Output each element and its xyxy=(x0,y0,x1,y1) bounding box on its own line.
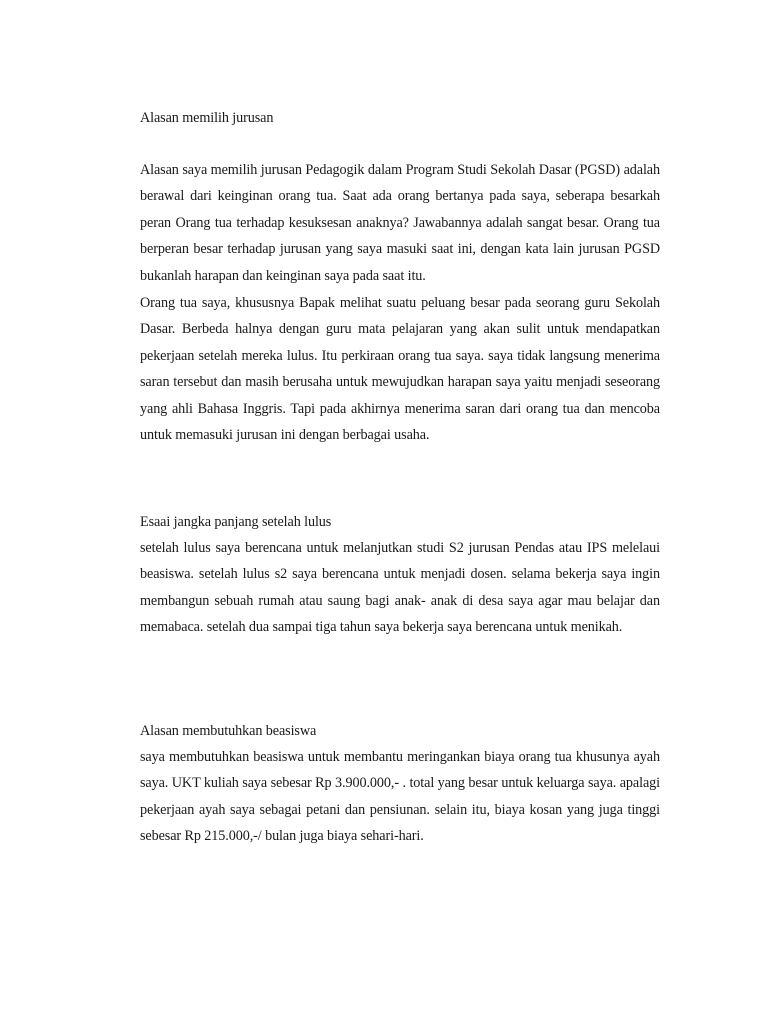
paragraph-alasan-beasiswa: saya membutuhkan beasiswa untuk membantu meringankan biaya orang tua khusunya ayah saya. UKT kuliah saya sebesar Rp 3.900.000,- . total yang besar untuk keluarga saya. apalagi pekerjaan ayah saya sebagai petani dan pensiunan. selain itu, biaya kosan yang juga tinggi sebesar Rp 215.000,-/ bulan juga biaya sehari-hari. xyxy=(140,749,660,845)
paragraph-alasan-memilih-1: Alasan saya memilih jurusan Pedagogik dalam Program Studi Sekolah Dasar (PGSD) adalah berawal dari keinginan orang tua. Saat ada orang bertanya pada saya, seberapa besarkah peran Orang tua terhadap kesuksesan anaknya? Jawabannya adalah sangat besar. Orang tua berperan besar terhadap jurusan yang saya masuki saat ini, dengan kata lain jurusan PGSD bukanlah harapan dan keinginan saya pada saat itu. xyxy=(140,162,660,284)
section-title-alasan-beasiswa: Alasan membutuhkan beasiswa xyxy=(140,723,317,739)
section-title-alasan-memilih-jurusan: Alasan memilih jurusan xyxy=(140,110,274,126)
section-title-esai-jangka-panjang: Esaai jangka panjang setelah lulus xyxy=(140,514,332,530)
paragraph-alasan-memilih-2: Orang tua saya, khususnya Bapak melihat suatu peluang besar pada seorang guru Sekolah Dasar. Berbeda halnya dengan guru mata pelajaran yang akan sulit untuk mendapatkan pekerjaan setelah mereka lulus. Itu perkiraan orang tua saya. saya tidak langsung menerima saran tersebut dan masih berusaha untuk mewujudkan harapan saya yaitu menjadi seseorang yang ahli Bahasa Inggris. Tapi pada akhirnya menerima saran dari orang tua dan mencoba untuk memasuki jurusan ini dengan berbagai usaha. xyxy=(140,295,660,444)
paragraph-esai-jangka-panjang: setelah lulus saya berencana untuk melanjutkan studi S2 jurusan Pendas atau IPS melelaui beasiswa. setelah lulus s2 saya berencana untuk menjadi dosen. selama bekerja saya ingin membangun sebuah rumah atau saung bagi anak- anak di desa saya agar mau belajar dan memabaca. setelah dua sampai tiga tahun saya bekerja saya berencana untuk menikah. xyxy=(140,540,660,636)
